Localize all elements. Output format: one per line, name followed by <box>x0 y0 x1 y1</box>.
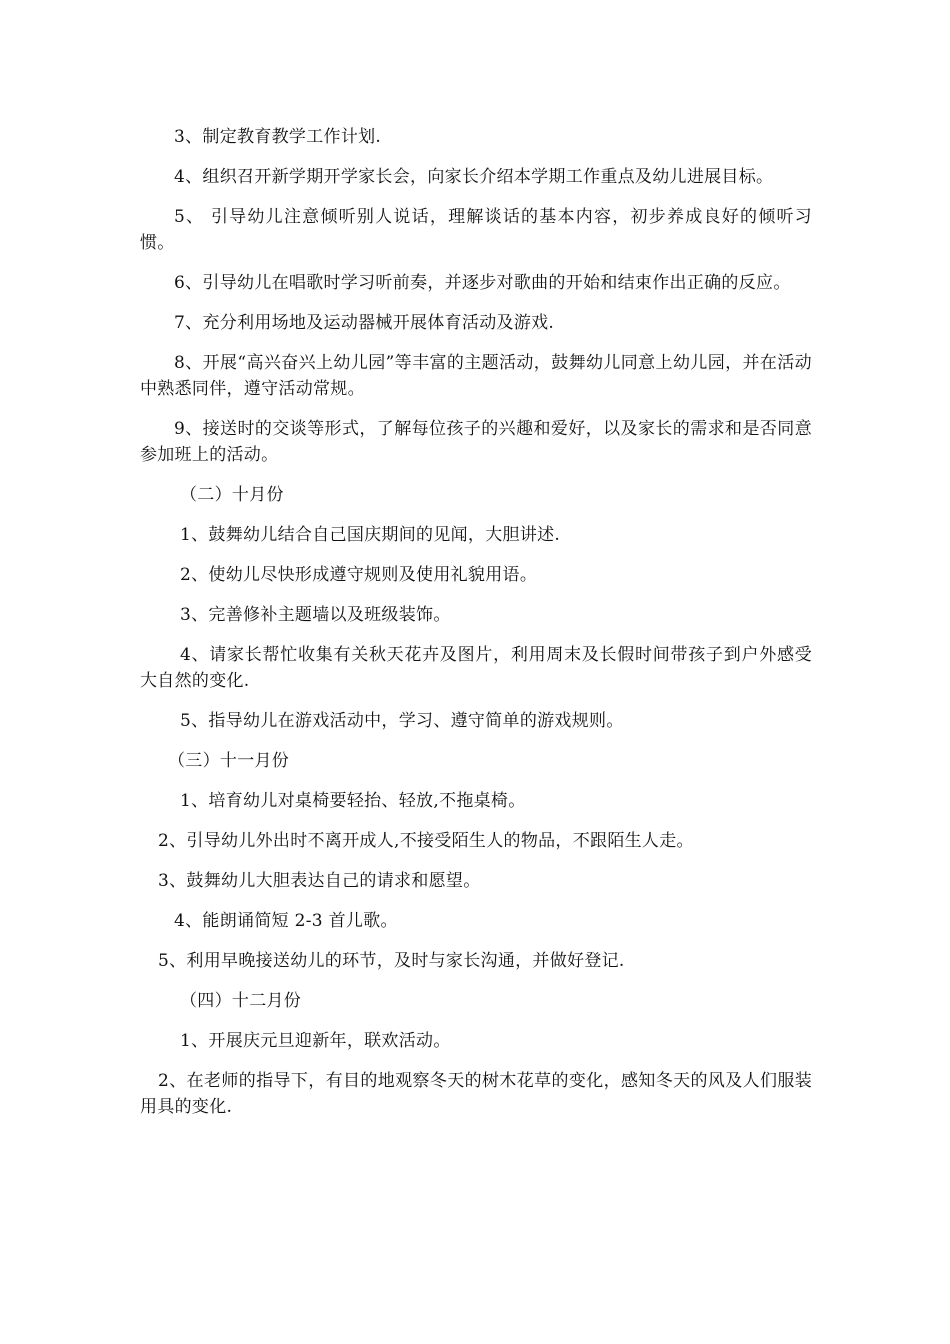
section-heading-december: （四）十二月份 <box>180 991 302 1011</box>
october-item-3: 3、完善修补主题墙以及班级装饰。 <box>180 605 451 625</box>
october-item-5: 5、指导幼儿在游戏活动中，学习、遵守简单的游戏规则。 <box>180 711 624 731</box>
paragraph-item-9: 9、接送时的交谈等形式，了解每位孩子的兴趣和爱好，以及家长的需求和是否同意参加班上的活动。 <box>140 419 812 465</box>
november-item-1: 1、培育幼儿对桌椅要轻抬、轻放,不拖桌椅。 <box>180 791 526 811</box>
paragraph-item-5: 5、 引导幼儿注意倾听别人说话，理解谈话的基本内容，初步养成良好的倾听习惯。 <box>140 207 812 253</box>
october-item-1: 1、鼓舞幼儿结合自己国庆期间的见闻，大胆讲述. <box>180 525 561 545</box>
document-body <box>140 124 812 1134</box>
december-item-1: 1、开展庆元旦迎新年，联欢活动。 <box>180 1031 451 1051</box>
section-heading-october: （二）十月份 <box>180 485 284 505</box>
november-item-3: 3、鼓舞幼儿大胆表达自己的请求和愿望。 <box>158 871 481 891</box>
december-item-2: 2、在老师的指导下，有目的地观察冬天的树木花草的变化，感知冬天的风及人们服装用具的变化. <box>140 1071 812 1117</box>
november-item-4: 4、能朗诵简短 2-3 首儿歌。 <box>174 911 398 931</box>
november-item-2: 2、引导幼儿外出时不离开成人,不接受陌生人的物品，不跟陌生人走。 <box>158 831 694 851</box>
paragraph-item-8: 8、开展“高兴奋兴上幼儿园”等丰富的主题活动，鼓舞幼儿同意上幼儿园，并在活动中熟悉同伴，遵守活动常规。 <box>140 353 812 399</box>
paragraph-item-4: 4、组织召开新学期开学家长会，向家长介绍本学期工作重点及幼儿进展目标。 <box>174 167 774 187</box>
october-item-4: 4、请家长帮忙收集有关秋天花卉及图片，利用周末及长假时间带孩子到户外感受大自然的变化. <box>140 645 812 691</box>
paragraph-item-7: 7、充分利用场地及运动器械开展体育活动及游戏. <box>174 313 555 333</box>
section-heading-november: （三）十一月份 <box>168 751 290 771</box>
paragraph-item-6: 6、引导幼儿在唱歌时学习听前奏，并逐步对歌曲的开始和结束作出正确的反应。 <box>174 273 791 293</box>
october-item-2: 2、使幼儿尽快形成遵守规则及使用礼貌用语。 <box>180 565 538 585</box>
paragraph-item-3: 3、制定教育教学工作计划. <box>174 127 382 147</box>
november-item-5: 5、利用早晚接送幼儿的环节，及时与家长沟通，并做好登记. <box>158 951 625 971</box>
